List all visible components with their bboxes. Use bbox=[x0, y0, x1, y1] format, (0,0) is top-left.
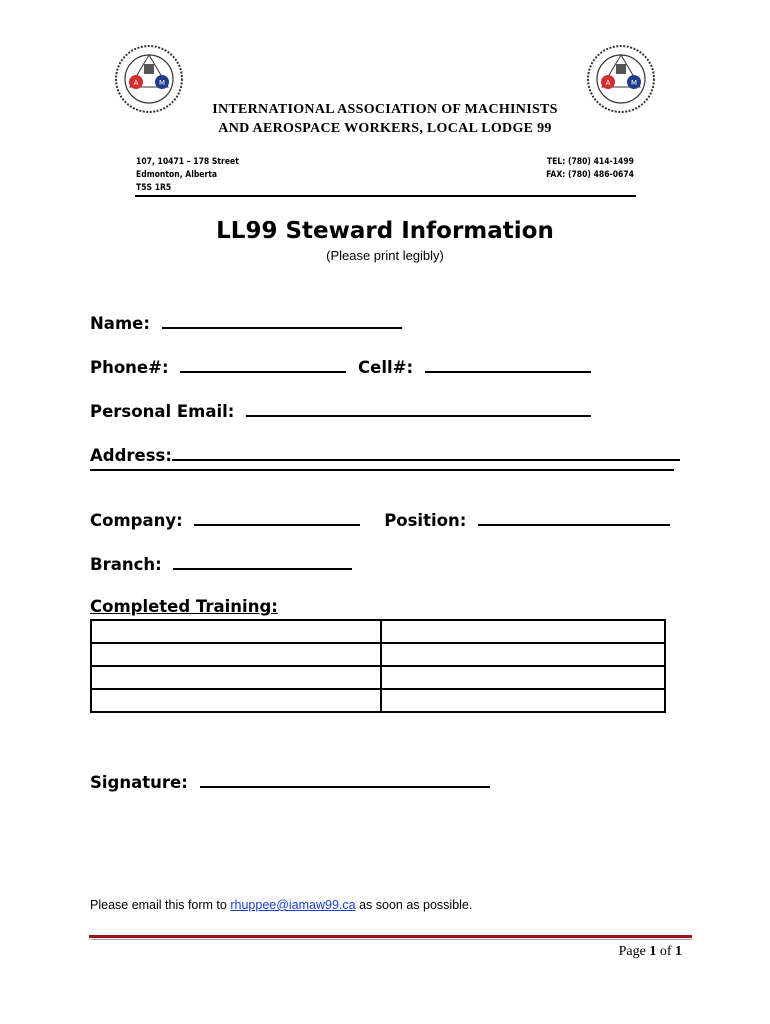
address-label: Address: bbox=[90, 446, 172, 465]
instruction-text-start: Please email this form to bbox=[90, 898, 231, 912]
training-cell[interactable] bbox=[381, 620, 665, 643]
svg-text:M: M bbox=[158, 79, 166, 87]
phone-field[interactable] bbox=[180, 357, 346, 373]
training-cell[interactable] bbox=[381, 689, 665, 712]
email-field[interactable] bbox=[246, 401, 591, 417]
table-row bbox=[91, 620, 665, 643]
training-cell[interactable] bbox=[91, 689, 381, 712]
name-field[interactable] bbox=[162, 313, 402, 329]
page-word: Page bbox=[618, 944, 650, 959]
email-link[interactable]: rhuppee@iamaw99.ca bbox=[230, 898, 356, 912]
training-cell[interactable] bbox=[91, 666, 381, 689]
fax-number: FAX: (780) 486-0674 bbox=[546, 170, 634, 180]
training-label: Completed Training: bbox=[90, 597, 278, 616]
branch-field[interactable] bbox=[173, 554, 352, 570]
position-field[interactable] bbox=[478, 510, 670, 526]
signature-field[interactable] bbox=[200, 772, 490, 788]
form-title: LL99 Steward Information bbox=[216, 218, 554, 244]
company-row bbox=[90, 510, 670, 530]
tel-number: TEL: (780) 414-1499 bbox=[546, 157, 634, 167]
address-postal: T5S 1R5 bbox=[136, 183, 172, 193]
table-row bbox=[91, 666, 665, 689]
page-number bbox=[619, 944, 682, 960]
address-street: 107, 10471 – 178 Street bbox=[136, 157, 239, 167]
page-of: of bbox=[656, 944, 675, 959]
name-label: Name: bbox=[90, 314, 150, 333]
page-current: 1 bbox=[649, 944, 657, 959]
svg-text:A: A bbox=[133, 79, 139, 87]
training-cell[interactable] bbox=[91, 643, 381, 666]
training-cell[interactable] bbox=[91, 620, 381, 643]
svg-text:M: M bbox=[630, 79, 638, 87]
table-row bbox=[91, 689, 665, 712]
signature-row bbox=[90, 772, 490, 792]
instruction-text-end: as soon as possible. bbox=[355, 898, 473, 912]
phone-label: Phone#: bbox=[90, 358, 169, 377]
address-field-line1[interactable] bbox=[172, 445, 680, 461]
email-label: Personal Email: bbox=[90, 402, 235, 421]
company-label: Company: bbox=[90, 511, 183, 530]
org-name-line1: INTERNATIONAL ASSOCIATION OF MACHINISTS bbox=[212, 102, 558, 117]
email-row bbox=[90, 401, 591, 421]
position-label: Position: bbox=[384, 511, 467, 530]
training-table bbox=[90, 619, 666, 713]
address-field-line2[interactable] bbox=[90, 469, 674, 471]
footer-divider-thin bbox=[89, 939, 692, 940]
company-field[interactable] bbox=[194, 510, 360, 526]
header-divider bbox=[135, 195, 636, 197]
form-subtitle: (Please print legibly) bbox=[326, 248, 444, 263]
branch-row bbox=[90, 554, 352, 574]
footer-divider bbox=[89, 935, 692, 938]
training-cell[interactable] bbox=[381, 666, 665, 689]
svg-text:A: A bbox=[605, 79, 611, 87]
cell-field[interactable] bbox=[425, 357, 591, 373]
address-city: Edmonton, Alberta bbox=[136, 170, 218, 180]
address-row bbox=[90, 445, 680, 465]
table-row bbox=[91, 643, 665, 666]
page-total: 1 bbox=[675, 944, 682, 959]
org-name-line2: AND AEROSPACE WORKERS, LOCAL LODGE 99 bbox=[218, 121, 552, 136]
training-cell[interactable] bbox=[381, 643, 665, 666]
address-block bbox=[136, 156, 239, 195]
cell-label: Cell#: bbox=[358, 358, 414, 377]
email-instruction bbox=[90, 898, 472, 912]
contact-block bbox=[546, 156, 634, 182]
name-row bbox=[90, 313, 402, 333]
branch-label: Branch: bbox=[90, 555, 162, 574]
phone-row bbox=[90, 357, 591, 377]
signature-label: Signature: bbox=[90, 773, 188, 792]
